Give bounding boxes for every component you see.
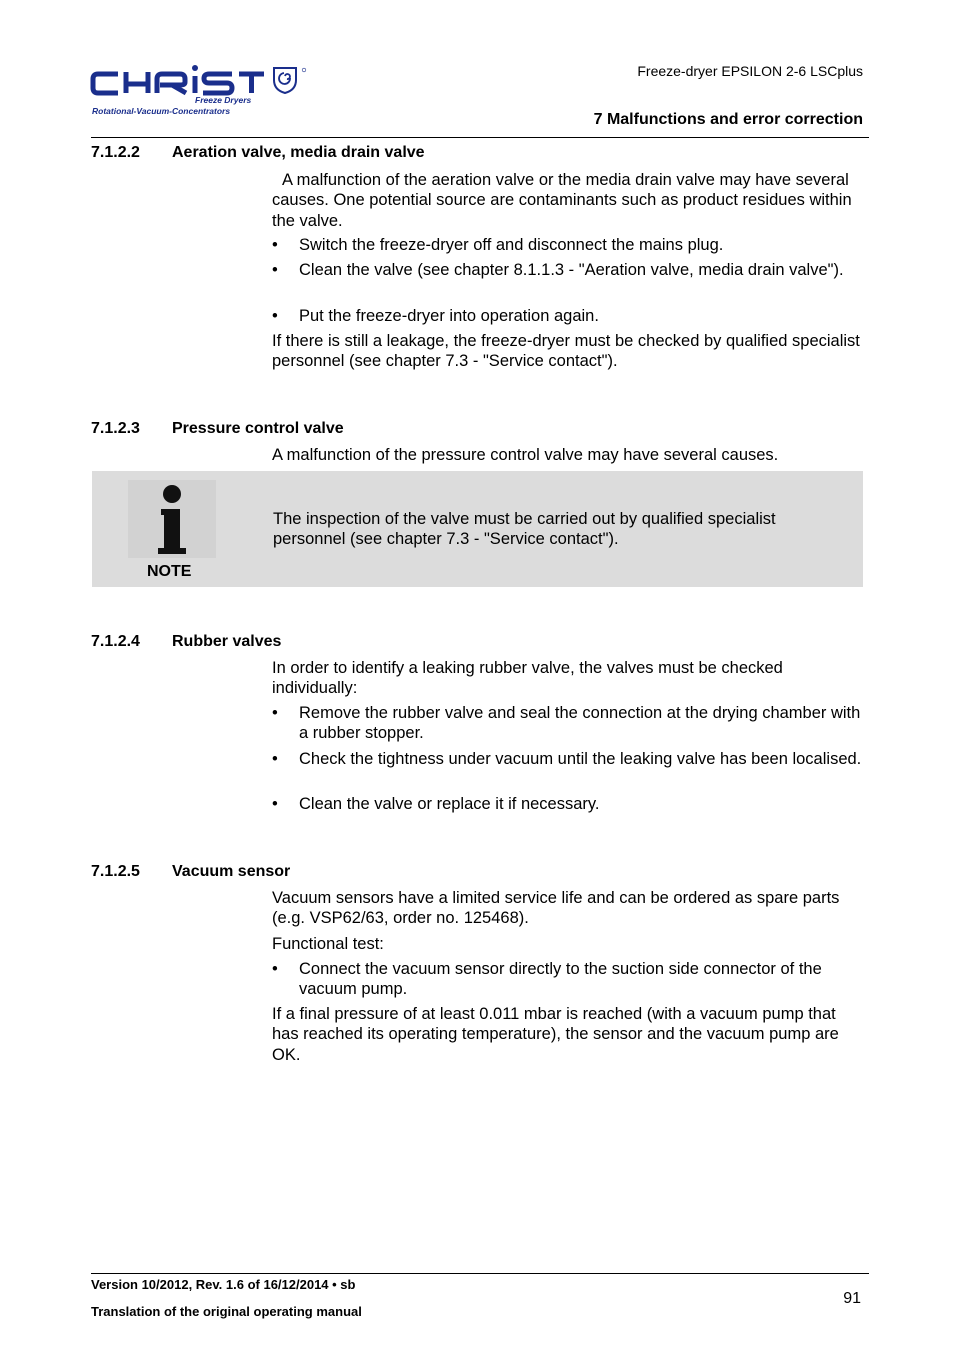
- section-title: Pressure control valve: [172, 420, 344, 437]
- note-text: The inspection of the valve must be carried out by qualified specialist personnel (see chapter 7.3 - "Service contact").: [273, 510, 776, 549]
- list-item: • Connect the vacuum sensor directly to the suction side connector of the vacuum pump.: [272, 960, 822, 999]
- logo-subtitle-freeze-dryers: Freeze Dryers: [195, 95, 252, 105]
- section-number: 7.1.2.3: [91, 420, 140, 437]
- section-subheading: Functional test:: [272, 935, 384, 953]
- note-label: NOTE: [147, 563, 192, 580]
- section-number: 7.1.2.4: [91, 633, 140, 650]
- list-item: • Remove the rubber valve and seal the connection at the drying chamber with a rubber stopper.: [272, 704, 861, 743]
- section-title: Aeration valve, media drain valve: [172, 144, 425, 161]
- section-title: Vacuum sensor: [172, 863, 291, 880]
- section-paragraph: In order to identify a leaking rubber valve, the valves must be checked individually:: [272, 659, 783, 698]
- christ-emblem-icon: [274, 68, 296, 93]
- logo-subtitle-concentrators: Rotational-Vacuum-Concentrators: [92, 106, 231, 116]
- footer-rule: [91, 1273, 869, 1274]
- section-number: 7.1.2.2: [91, 144, 140, 161]
- section-paragraph: If there is still a leakage, the freeze-dryer must be checked by qualified specialist personnel (see chapter 7.3 - "Service contact").: [272, 332, 860, 371]
- section-paragraph: If a final pressure of at least 0.011 mbar is reached (with a vacuum pump that has reached its operating temperature), the sensor and the vacuum pump are OK.: [272, 1005, 839, 1064]
- document-title: Freeze-dryer EPSILON 2-6 LSCplus: [637, 63, 863, 79]
- footer-translation-note: Translation of the original operating manual: [91, 1304, 362, 1319]
- section-paragraph: A malfunction of the pressure control valve may have several causes.: [272, 446, 779, 464]
- footer-version: Version 10/2012, Rev. 1.6 of 16/12/2014 • sb: [91, 1277, 356, 1292]
- chapter-title: 7 Malfunctions and error correction: [593, 111, 863, 128]
- list-item: • Clean the valve (see chapter 8.1.1.3 - "Aeration valve, media drain valve").: [272, 261, 844, 279]
- section-number: 7.1.2.5: [91, 863, 140, 880]
- section-paragraph: A malfunction of the aeration valve or the media drain valve may have several causes. One potential source are contaminants such as product residues within the valve.: [272, 171, 852, 230]
- list-item: • Switch the freeze-dryer off and disconnect the mains plug.: [272, 236, 724, 254]
- info-icon: [128, 480, 216, 558]
- header-rule: [91, 137, 869, 138]
- list-item: • Put the freeze-dryer into operation again.: [272, 307, 599, 325]
- list-item: • Check the tightness under vacuum until the leaking valve has been localised.: [272, 750, 862, 768]
- section-paragraph: Vacuum sensors have a limited service life and can be ordered as spare parts (e.g. VSP62/63, order no. 125468).: [272, 889, 840, 928]
- list-item: • Clean the valve or replace it if necessary.: [272, 795, 600, 813]
- section-title: Rubber valves: [172, 633, 282, 650]
- page-number: 91: [843, 1290, 861, 1307]
